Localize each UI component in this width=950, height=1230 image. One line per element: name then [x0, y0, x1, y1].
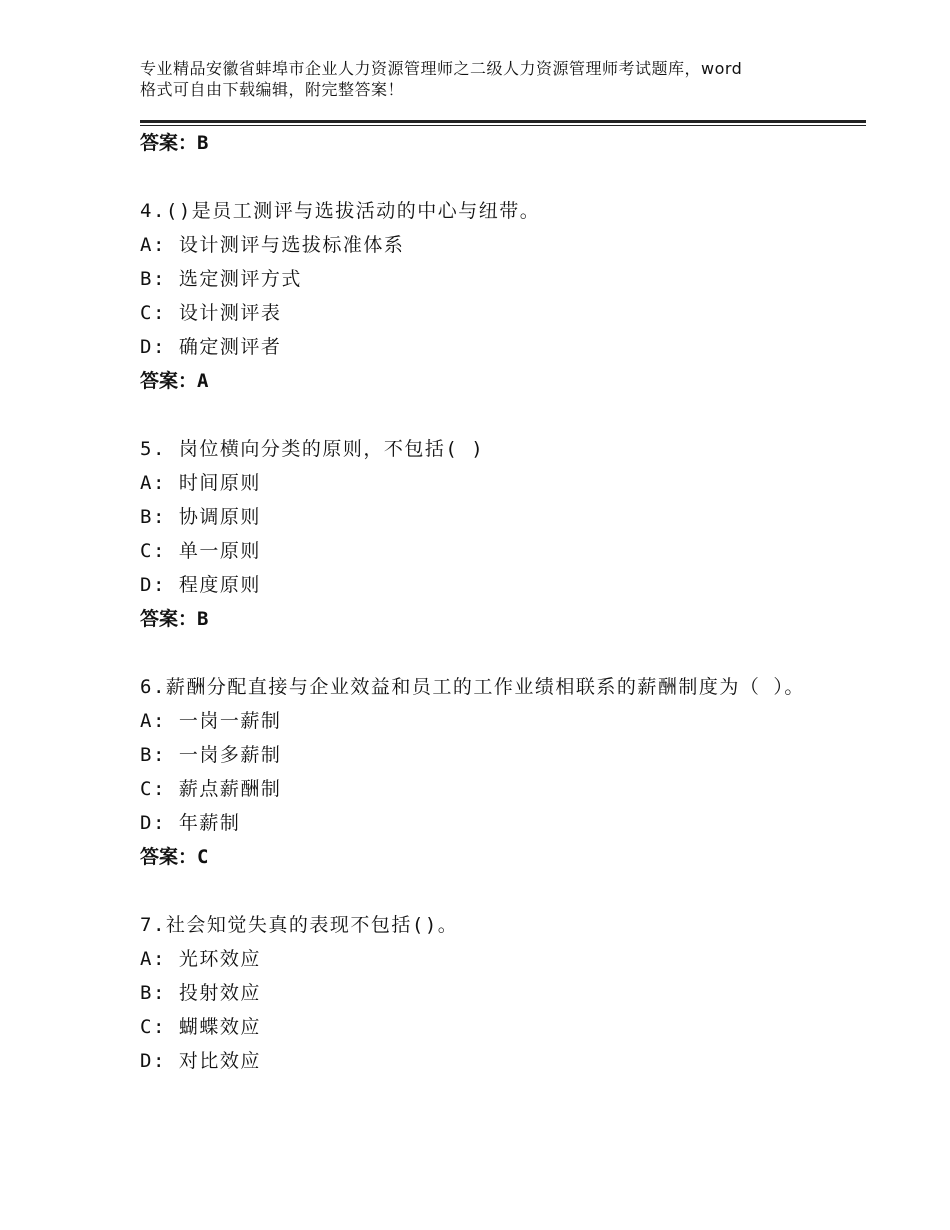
option-b: B: 协调原则 — [140, 506, 261, 528]
option-c: C: 薪点薪酬制 — [140, 778, 282, 800]
answer-line: 答案：A — [140, 370, 209, 392]
option-a: A: 光环效应 — [140, 948, 261, 970]
header-line-2: 格式可自由下载编辑，附完整答案！ — [140, 80, 405, 99]
question-text: 6.薪酬分配直接与企业效益和员工的工作业绩相联系的薪酬制度为（ ）。 — [140, 676, 805, 698]
question-item — [140, 194, 820, 398]
option-b: B: 选定测评方式 — [140, 268, 302, 290]
option-d: D: 对比效应 — [140, 1050, 261, 1072]
question-list — [140, 126, 820, 1078]
option-a: A: 一岗一薪制 — [140, 710, 282, 732]
option-b: B: 投射效应 — [140, 982, 261, 1004]
question-item — [140, 908, 820, 1078]
option-a: A: 设计测评与选拔标准体系 — [140, 234, 405, 256]
option-b: B: 一岗多薪制 — [140, 744, 282, 766]
option-d: D: 年薪制 — [140, 812, 241, 834]
option-a: A: 时间原则 — [140, 472, 261, 494]
answer-line: 答案：C — [140, 846, 209, 868]
option-d: D: 程度原则 — [140, 574, 261, 596]
question-text: 7.社会知觉失真的表现不包括()。 — [140, 914, 459, 936]
question-item — [140, 432, 820, 636]
answer-line: 答案：B — [140, 608, 209, 630]
option-d: D: 确定测评者 — [140, 336, 282, 358]
header-line-1: 专业精品安徽省蚌埠市企业人力资源管理师之二级人力资源管理师考试题库，word — [140, 59, 743, 78]
header-rule-thick — [140, 120, 866, 123]
question-text: 5. 岗位横向分类的原则，不包括( ) — [140, 438, 485, 460]
option-c: C: 设计测评表 — [140, 302, 282, 324]
question-item — [140, 670, 820, 874]
document-header — [140, 58, 840, 100]
question-text: 4.()是员工测评与选拔活动的中心与纽带。 — [140, 200, 541, 222]
option-c: C: 单一原则 — [140, 540, 261, 562]
answer-line: 答案：B — [140, 132, 209, 154]
option-c: C: 蝴蝶效应 — [140, 1016, 261, 1038]
